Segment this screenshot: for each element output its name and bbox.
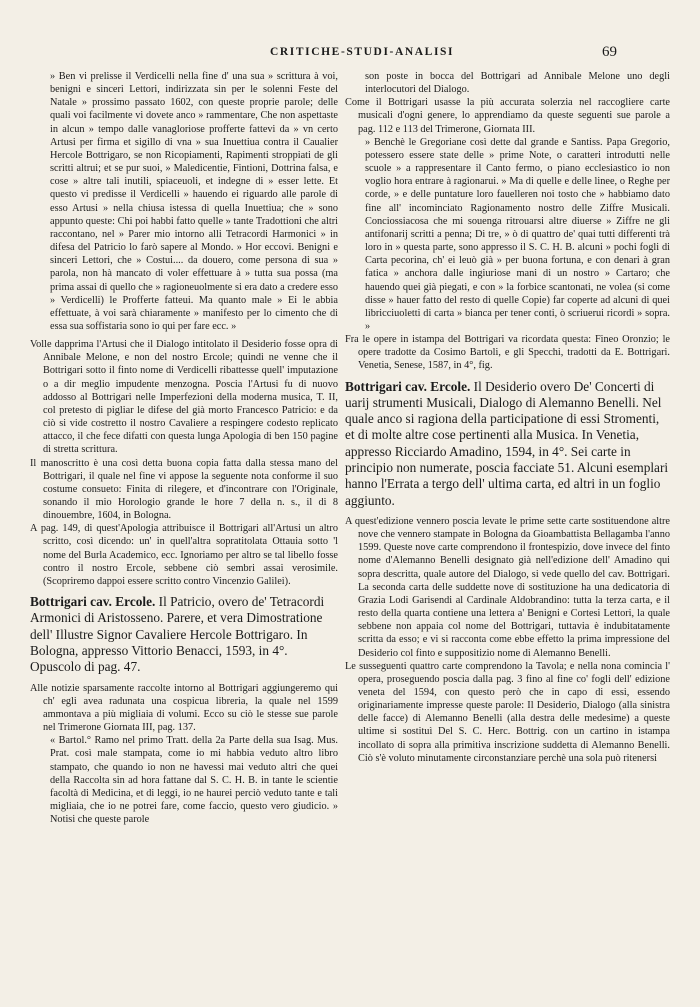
paragraph-table-contents: Le susseguenti quattro carte comprendono la Tavola; e nella nona comincia l' opera, proseguendo poscia dalla pag. 3 fino al fine co' fogli dell' edizione veneta del 1594, con questo però che in capo di essi, essendo originariamente impresse queste parole: Il Desiderio, Dialogo (alla sinistra delle facce) di Alemanno Benelli (alla destra delle medesime) a queste ultime si sostituì Del S. C. Herc. Bottrig. con un cartino in istampa incollato di sopra alla primitiva inscrizione suddetta di Alemanno Benelli. Ciò s'è voluto minutamente circonstanziare perchè una sola può ritenersi <box>345 660 670 764</box>
bibliography-text: Il Patricio, overo de' Tetracordi Armonici di Aristosseno. Parere, et vera Dimostratione dell' Illustre Signor Cavaliere Hercole Bottrigaro. In Bologna, appresso Vittorio Benacci, 1593, in 4°. Opuscolo di pag. 47. <box>30 594 325 675</box>
bibliography-entry-patricio <box>30 594 338 675</box>
paragraph-artusi-dispute: Volle dapprima l'Artusi che il Dialogo intitolato il Desiderio fosse opra di Annibale Melone, e non del nostro Ercole; quindi ne venne che il Bottrigari sotto il finto nome di Verdicelli ribattesse quell' imputazione o a dir meglio impudente menzogna. Poscia l'Artusi fu di nuovo addosso al Bottrigari nelle Imperfezioni della moderna musica, T. II, col pretesto di pigliar le difese del già morto Francesco Patricio: e da ciò si vide costretto il nostro Cavaliere a respingere codesto replicato attacco, il che fece difatti con questa lunga Apologia di ben 150 pagine di stretta scrittura. <box>30 339 338 456</box>
gregorian-quote: » Benchè le Gregoriane così dette dal grande e Santiss. Papa Gregorio, potessero essere state delle » prime Note, o caratteri introdutti nelle scuole » a rappresentare il Canto fermo, o piano ecclesiastico io non voglio hora entrare à ragionarui. » Ma di quelle e delle linee, o Reghe per corde, » e delle puntature loro fauelleren noi tosto che » habbiamo dato fine all' incominciato Ragionamento nostro delle Ziffre Musicali. Conciossiacosa che mi souenga ritrouarsi altre diuerse » Ziffre ne gli antifonarij scritti a penna; Di tre, » ò di quattro de' quai tutti differenti trà loro in » questa parte, sono appresso il S. C. H. B. alcuni » pochi fogli di Carta pecorina, ch' ei leuò già » per buona fortuna, e con denari à gran fatica » anchora dalle ingiuriose mani di un nostro » Cartaro; che hauendo quei già piegati, e con » la forbice scantonati, ne volea (si come disse » hauer fatto del resto di quelle Copie) far coperte ad alcuni di quei libricciuoletti di carta » bianca per tener conti, ò scriuerui ricordi » sopra. » <box>365 136 670 332</box>
verdicelli-quote: » Ben vi prelisse il Verdicelli nella fine d' una sua » scrittura à voi, benigni e sinceri Lettori, indirizzata sin per le solenni Feste del Natale » prossimo passato 1602, con queste proprie parole; delle quali voi facilmente vi dovete anco » rammentare, Che non aspettaste in alcun » tempo dalle vanagloriose profferte fattevi da » vn certo Artusi per firma et sigillo di vna » sua Inuettiua contra il Caualier Hercole Bottrigaro, se non Ricopiamenti, Rapimenti stroppiati de gli scritti altrui; et se pur suoi, » Maledicentie, Fintioni, Dottrina falsa, e cose » altre tali inutili, spiaceuoli, et indegne di » esser lette. Et questo vi predisse il Verdicelli » hauendo ei riguardo alle parole di esso Artusi » nella chiusa istessa di quella Inuettiua; che » sono appunto queste: Chi poi habbi fatto quelle » tante Tradottioni che altri raccontano, nel » Parer mio intorno alli Tetracordi Harmonici » in difesa del Patricio lo farò sapere al Mondo. » Hor eccovi. Benigni e sinceri Lettori, che » Costui.... da douero, come persona di sua » parola, non hà mancato di voler effettuare à » tutta sua possa (ma prima assai di quello che » ragioneuolmente si era dato a credere esso » Verdicelli) le Profferte fatteui. Ma quanto male » Ei le abbia effettuate, à voi sarà chiaramente » manifesto per lo cimento che di essa sua soffistaria sono io qui per fare ecc. » <box>50 71 338 332</box>
bibliography-entry-desiderio <box>345 379 670 509</box>
bibliography-author: Bottrigari cav. Ercole. <box>345 378 471 394</box>
paragraph-apologia-page: A pag. 149, di quest'Apologia attribuisce il Bottrigari all'Artusi un altro scritto, così dicendo: un' in quell'altra sopratitolata Ottauia sotto 'l nome del Burla Academico, ecc. Ignoriamo per altro se tal libello fosse contro il nostro Ercole, sebbene ciò sembri assai verosimile. (Scopriremo dappoi essere scritto contro Vincenzio Galilei). <box>30 523 338 587</box>
right-column <box>345 70 670 995</box>
paragraph-printed-works: Fra le opere in istampa del Bottrigari va ricordata questa: Fineo Oronzio; le opere tradotte da Cosimo Bartoli, e gli Specchi, tradotti da E. Bottrigari. Venetia, Senese, 1587, in 4°, fig. <box>345 334 670 372</box>
running-head-title: CRITICHE-STUDI-ANALISI <box>270 46 455 58</box>
page-number: 69 <box>602 44 617 60</box>
running-head <box>0 44 700 64</box>
paragraph-collecting: Come il Bottrigari usasse la più accurata solerzia nel raccogliere carte musicali d'ogni genere, lo apprendiamo da queste seguenti sue parole a pag. 112 e 113 del Trimerone, Giornata III. <box>345 97 670 135</box>
bibliography-author: Bottrigari cav. Ercole. <box>30 594 156 610</box>
paragraph-manuscript-note: Il manoscritto è una così detta buona copia fatta dalla stessa mano del Bottrigari, il quale nel fine vi appose la seguente nota conforme il suo costume consueto: Finita di rilegere, et d'incontrare con l'Originale, sonando il mio Horologio grande le hore 7 della n. s., il di 8 dinouembre, 1604, in Bologna. <box>30 457 338 522</box>
paragraph-library: Alle notizie sparsamente raccolte intorno al Bottrigari aggiungeremo qui ch' egli avea radunata una cospicua libreria, la quale nel 1599 ammontava a più migliaia di volumi. Ecco su ciò le stesse sue parole nel Trimerone Giornata III, pag. 137. <box>30 682 338 734</box>
paragraph-edition-history: A quest'edizione vennero poscia levate le prime sette carte sostituendone altre nove che vennero stampate in Bologna da Gioambattista Bellagamba l'anno 1599. Queste nove carte comprendono il frontespizio, dove invece del finto nome d'Alemanno Benelli designato già nell'edizione dell' Amadino qui sopra descritta, quale autore del Dialogo, si vede quello del cav. Bottrigari. La seconda carta delle suddette nove di sostituzione ha una dedicatoria di Grazia Lodi Garisendi al Cardinale Aldobrandino: tutta la terza carta, e il resto della quarta contiene una lettera a' Benigni e Cortesi Lettori, la quale sebbene non appaia col nome del Bottrigari, tuttavia è indubitatamente scritta da esso; e vi si racconta come ebbe effetto la prima impressione del Desiderio col finto e suppositizio nome di Alemanno Benelli. <box>345 515 670 659</box>
left-column <box>30 70 338 995</box>
trimerone-quote: « Bartol.° Ramo nel primo Tratt. della 2a Parte della sua Isag. Mus. Prat. così male stampata, come io mi habbia veduto altro libro stampato, che quando io non ne havessi mai veduto altri che quei della Raccolta sin ad hora fattane dal S. C. H. B. in tante le scientie facoltà di Medicina, et di leggi, io ne haurei perciò veduto tante e tali migliaia, che io ne potrei fare, come faccio, questo vero giudicio. » Notisi che queste parole <box>50 735 338 826</box>
paragraph-melone: son poste in bocca del Bottrigari ad Annibale Melone uno degli interlocutori del Dialogo. <box>365 71 670 96</box>
bibliography-text: Il Desiderio overo De' Concerti di uarij strumenti Musicali, Dialogo di Alemanno Benelli. Nel quale anco si ragiona della participatione di essi Stromenti, et di molte altre cose pertinenti alla Musica. In Venetia, appresso Ricciardo Amadino, 1594, in 4°. Sei carte in principio non numerate, poscia facciate 51. Alcuni esemplari hanno l'Errata a tergo dell' ultima carta, ed altri in un foglio aggiunto. <box>345 378 669 508</box>
